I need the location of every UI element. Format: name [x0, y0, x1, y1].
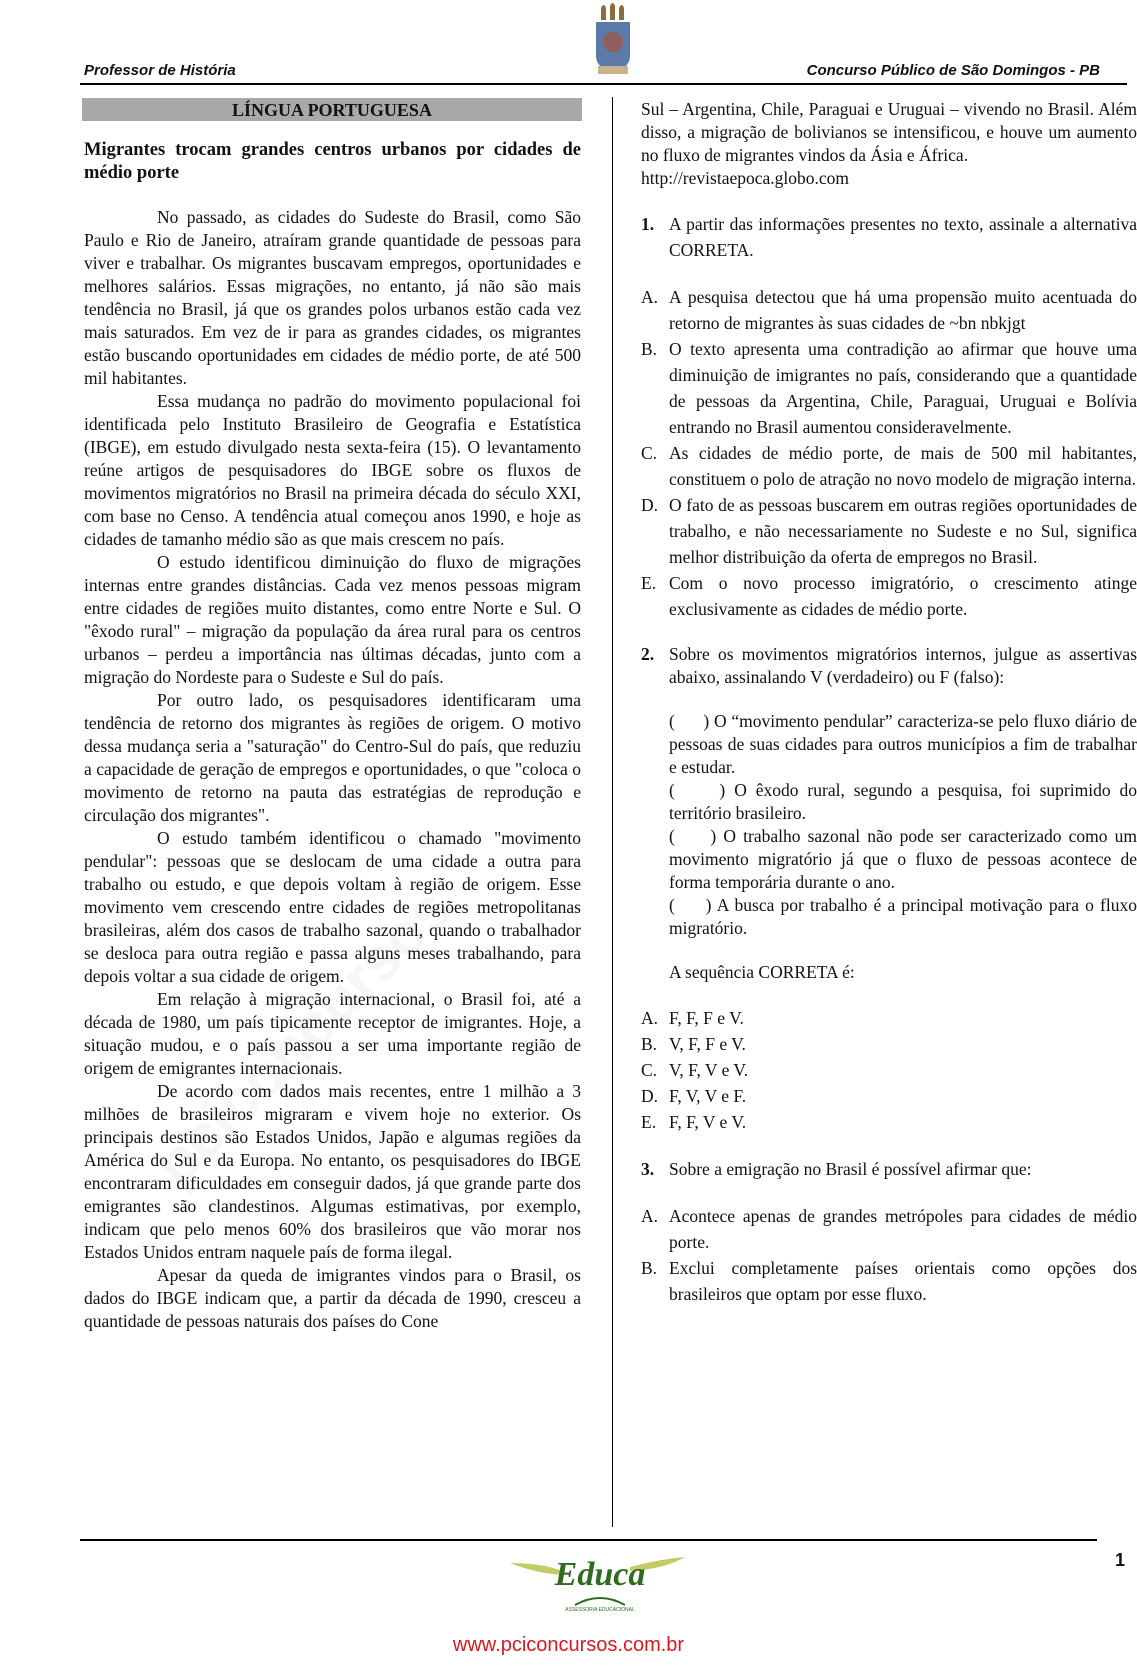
option-label: A. — [641, 287, 659, 307]
option-text: F, V, V e F. — [669, 1086, 747, 1106]
article-paragraph: Apesar da queda de imigrantes vindos para o Brasil, os dados do IBGE indicam que, a partir da década de 1990, cresceu a quantidade de pessoas naturais dos países do Cone — [84, 1265, 581, 1331]
question-1-option-d — [641, 492, 1137, 570]
assertion-text: A busca por trabalho é a principal motivação para o fluxo migratório. — [669, 895, 1137, 938]
assertion — [669, 779, 1137, 825]
assertion-text: O trabalho sazonal não pode ser caracterizado como um movimento migratório já que o fluxo de pessoas acontece de forma temporária durante o ano. — [669, 826, 1137, 892]
assertion-text: O êxodo rural, segundo a pesquisa, foi suprimido do território brasileiro. — [669, 780, 1137, 823]
option-label: C. — [641, 1060, 658, 1080]
answer-blank: ( ) — [669, 711, 710, 731]
question-number: 2. — [641, 644, 655, 664]
section-title: LÍNGUA PORTUGUESA — [82, 98, 582, 121]
article-paragraph: Em relação à migração internacional, o Brasil foi, até a década de 1980, um país tipicamente receptor de imigrantes. Hoje, a situação mudou, e o país passou a ser uma importante região de origem de emigrantes internacionais. — [84, 989, 581, 1078]
header-exam-role: Professor de História — [84, 62, 236, 79]
option-label: E. — [641, 1112, 657, 1132]
question-text: Sobre a emigração no Brasil é possível afirmar que: — [669, 1159, 1032, 1179]
question-number: 3. — [641, 1159, 655, 1179]
option-label: B. — [641, 1034, 658, 1054]
option-text: V, F, F e V. — [669, 1034, 746, 1054]
option-text: F, F, V e V. — [669, 1112, 747, 1132]
article-continuation: Sul – Argentina, Chile, Paraguai e Uruguai – vivendo no Brasil. Além disso, a migração de bolivianos se intensificou, e houve um aumento no fluxo de migrantes vindos da Ásia e África. — [641, 99, 1137, 165]
option-label: A. — [641, 1206, 659, 1226]
answer-blank: ( ) — [669, 895, 712, 915]
option-text: F, F, F e V. — [669, 1008, 744, 1028]
question-2-option-c — [641, 1057, 1137, 1083]
question-1 — [641, 211, 1137, 263]
question-2-option-a — [641, 1005, 1137, 1031]
question-3 — [641, 1156, 1137, 1182]
left-column — [84, 98, 581, 1333]
question-3-option-a — [641, 1203, 1137, 1255]
logo-text: Educa — [554, 1556, 646, 1593]
right-column — [641, 98, 1137, 1307]
article-paragraph: Por outro lado, os pesquisadores identificaram uma tendência de retorno dos migrantes às regiões de origem. O motivo dessa mudança seria a "saturação" do Centro-Sul do país, que reduziu a capacidade de geração de empregos e oportunidades, o que "coloca o movimento de retorno na pauta das estratégias de reprodução e circulação dos migrantes". — [84, 690, 581, 825]
header-divider — [80, 83, 1127, 85]
question-2-option-e — [641, 1109, 1137, 1135]
university-crest-icon — [592, 2, 634, 80]
option-text: Com o novo processo imigratório, o crescimento atinge exclusivamente as cidades de médio porte. — [669, 573, 1137, 619]
website-link[interactable]: www.pciconcursos.com.br — [452, 1634, 685, 1656]
question-prompt: A sequência CORRETA é: — [669, 962, 855, 982]
article-paragraph: O estudo identificou diminuição do fluxo de migrações internas entre grandes distâncias. Cada vez menos pessoas migram entre cidades de regiões muito distantes, como entre Norte e Sul. O "êxodo rural" – migração da população da área rural para os centros urbanos – perdeu a importância nas últimas décadas, junto com a migração do Nordeste para o Sudeste e Sul do país. — [84, 552, 581, 687]
question-1-option-e — [641, 570, 1137, 622]
article-title: Migrantes trocam grandes centros urbanos por cidades de médio porte — [84, 140, 581, 183]
option-label: D. — [641, 1086, 659, 1106]
option-label: A. — [641, 1008, 659, 1028]
question-2-option-b — [641, 1031, 1137, 1057]
article-paragraph: O estudo também identificou o chamado "movimento pendular": pessoas que se deslocam de uma cidade a outra para trabalho ou estudo, e que depois voltam à região de origem. Esse movimento vem crescendo entre cidades de regiões metropolitanas brasileiras, além dos casos de trabalho sazonal, quando o trabalhador se desloca para outra região e passa alguns meses trabalhando, para depois voltar a sua cidade de origem. — [84, 828, 581, 986]
question-2-option-d — [641, 1083, 1137, 1109]
assertion-text: O “movimento pendular” caracteriza-se pelo fluxo diário de pessoas de suas cidades para outros municípios a fim de trabalhar e estudar. — [669, 711, 1137, 777]
option-label: D. — [641, 495, 659, 515]
option-label: E. — [641, 573, 657, 593]
option-text: A pesquisa detectou que há uma propensão muito acentuada do retorno de migrantes às suas cidades de ~bn nbkjgt — [669, 287, 1137, 333]
option-label: B. — [641, 339, 658, 359]
answer-blank: ( ) — [669, 826, 717, 846]
page-number: 1 — [1114, 1550, 1125, 1570]
assertion — [669, 825, 1137, 894]
header-exam-title: Concurso Público de São Domingos - PB — [806, 62, 1100, 79]
question-1-option-a — [641, 284, 1137, 336]
option-text: Exclui completamente países orientais como opções dos brasileiros que optam por esse fluxo. — [669, 1258, 1137, 1304]
option-text: Acontece apenas de grandes metrópoles para cidades de médio porte. — [669, 1206, 1137, 1252]
question-2 — [641, 643, 1137, 689]
educa-logo-icon — [505, 1545, 695, 1615]
column-divider — [612, 97, 613, 1527]
question-text: A partir das informações presentes no texto, assinale a alternativa CORRETA. — [669, 214, 1137, 260]
question-1-option-b — [641, 336, 1137, 440]
question-number: 1. — [641, 214, 655, 234]
question-1-option-c — [641, 440, 1137, 492]
logo-subtext: ASSESSORIA EDUCACIONAL — [565, 1607, 635, 1613]
article-paragraph: Essa mudança no padrão do movimento populacional foi identificada pelo Instituto Brasileiro de Geografia e Estatística (IBGE), em estudo divulgado nesta sexta-feira (15). O levantamento reúne artigos de pesquisadores do IBGE sobre os fluxos de movimentos migratórios no Brasil na primeira década do século XXI, com base no Censo. A tendência atual começou anos 1990, e hoje as cidades de tamanho médio são as que mais crescem no país. — [84, 391, 581, 549]
question-text: Sobre os movimentos migratórios internos, julgue as assertivas abaixo, assinalando V (verdadeiro) ou F (falso): — [669, 644, 1137, 687]
option-text: O texto apresenta uma contradição ao afirmar que houve uma diminuição de imigrantes no país, considerando que a quantidade de pessoas da Argentina, Chile, Paraguai, Uruguai e Bolívia entrando no Brasil aumentou consideravelmente. — [669, 339, 1137, 437]
answer-blank: ( ) — [669, 780, 726, 800]
option-text: V, F, V e V. — [669, 1060, 749, 1080]
question-3-option-b — [641, 1255, 1137, 1307]
option-text: As cidades de médio porte, de mais de 500 mil habitantes, constituem o polo de atração no novo modelo de migração interna. — [669, 443, 1137, 489]
option-label: C. — [641, 443, 658, 463]
option-text: O fato de as pessoas buscarem em outras regiões oportunidades de trabalho, e não necessariamente no Sudeste e no Sul, significa melhor distribuição da oferta de empregos no Brasil. — [669, 495, 1137, 567]
option-label: B. — [641, 1258, 658, 1278]
assertion — [669, 710, 1137, 779]
article-source: http://revistaepoca.globo.com — [641, 168, 850, 188]
article-paragraph: No passado, as cidades do Sudeste do Brasil, como São Paulo e Rio de Janeiro, atraíram grande quantidade de pessoas para viver e trabalhar. Os migrantes buscavam empregos, oportunidades e melhores salários. Essas migrações, no entanto, já não são mais tendência no Brasil, já que os grandes polos urbanos estão cada vez mais saturados. Em vez de ir para as grandes cidades, os migrantes estão buscando oportunidades em cidades de médio porte, de até 500 mil habitantes. — [84, 207, 581, 388]
assertion — [669, 894, 1137, 940]
article-paragraph: De acordo com dados mais recentes, entre 1 milhão a 3 milhões de brasileiros migraram e vivem hoje no exterior. Os principais destinos são Estados Unidos, Japão e algumas regiões da América do Sul e da Europa. No entanto, os pesquisadores do IBGE encontraram dificuldades em conseguir dados, já que grande parte dos emigrantes são clandestinos. Algumas estimativas, por exemplo, indicam que pelo menos 60% dos brasileiros que vão morar nos Estados Unidos entram naquele país de forma ilegal. — [84, 1081, 581, 1262]
footer-divider — [80, 1539, 1097, 1541]
